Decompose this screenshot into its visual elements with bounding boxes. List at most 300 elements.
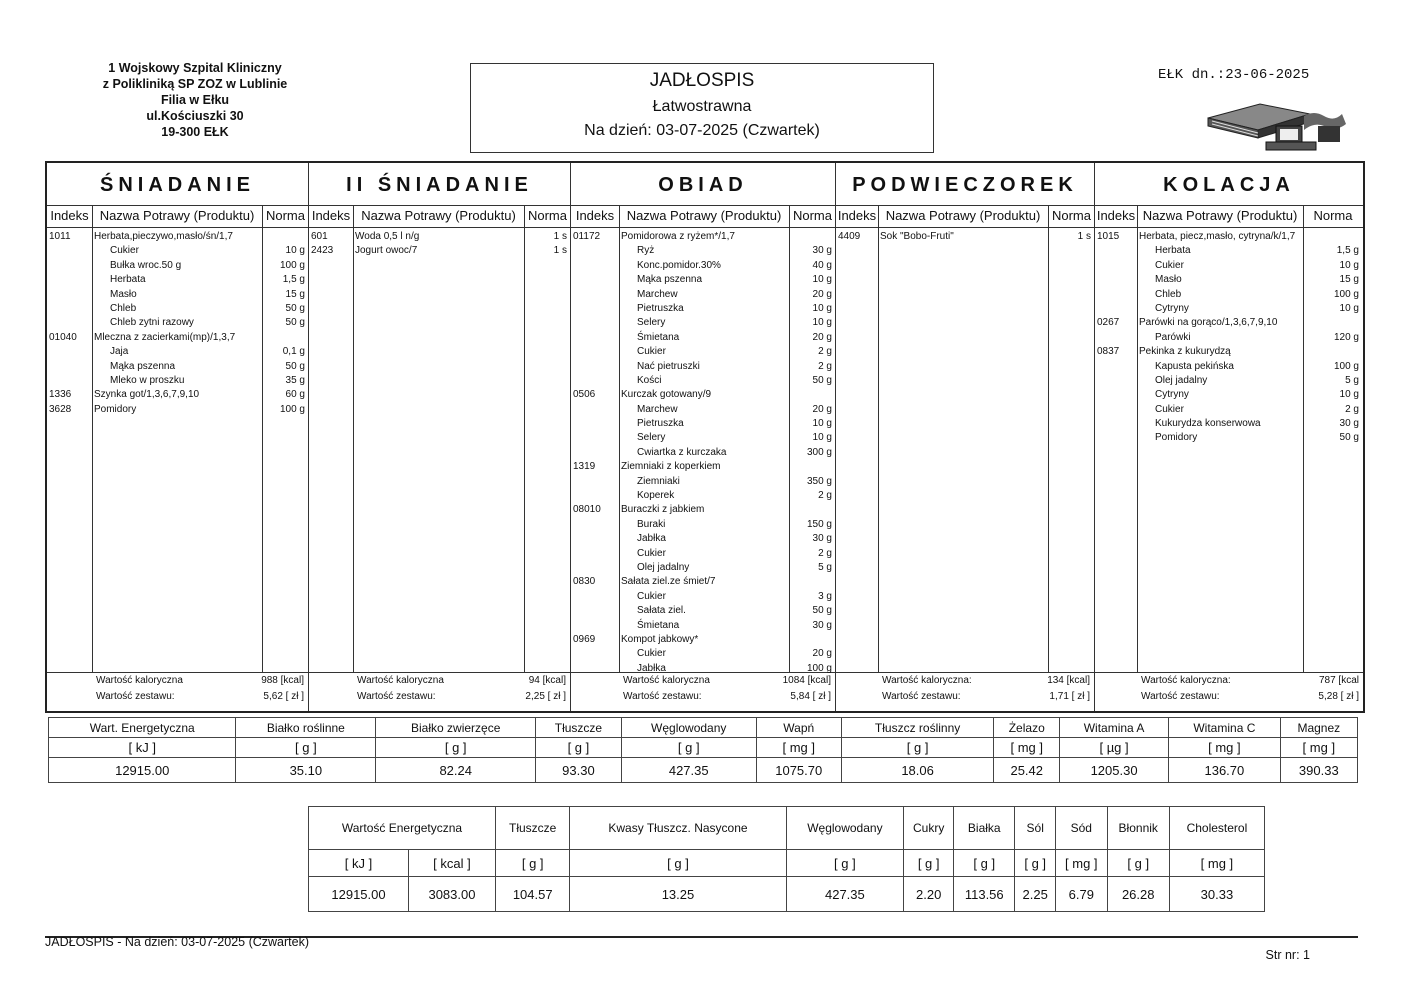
item-name: Sałata ziel.ze śmiet/7 bbox=[621, 576, 716, 588]
nutrient-unit: [ kJ ] bbox=[49, 738, 236, 758]
cost-value: 5,28 [ zł ] bbox=[1318, 691, 1359, 702]
item-index: 1015 bbox=[1097, 231, 1120, 242]
book-computer-logo-icon bbox=[1200, 96, 1350, 156]
column-header-index: Indeks bbox=[50, 208, 89, 223]
nutrient-unit: [ µg ] bbox=[1060, 738, 1169, 758]
cost-value: 2,25 [ zł ] bbox=[525, 691, 566, 702]
item-name: Pomidory bbox=[94, 403, 137, 415]
nutrient-value: 6.79 bbox=[1055, 877, 1107, 912]
item-norm: 100 g bbox=[1333, 360, 1359, 372]
meal-summary bbox=[309, 673, 570, 711]
item-norm: 50 g bbox=[1339, 432, 1359, 444]
cost-value-label: Wartość zestawu: bbox=[96, 691, 175, 702]
list-item bbox=[571, 431, 835, 445]
diet-name: Łatwostrawna bbox=[652, 98, 752, 115]
cost-value: 5,62 [ zł ] bbox=[263, 691, 304, 702]
nutrient-header: Żelazo bbox=[994, 718, 1060, 738]
item-name: Bułka wroc.50 g bbox=[110, 259, 182, 271]
item-name: Śmietana bbox=[637, 619, 680, 631]
nutrient-unit: [ g ] bbox=[786, 850, 904, 877]
nutrient-value: 104.57 bbox=[495, 877, 570, 912]
list-item bbox=[571, 417, 835, 431]
column-header-index: Indeks bbox=[575, 208, 615, 223]
cost-value-row bbox=[836, 689, 1094, 705]
list-item bbox=[571, 547, 835, 561]
list-item bbox=[571, 273, 835, 287]
nutrient-value: 390.33 bbox=[1280, 758, 1357, 783]
list-item bbox=[1095, 288, 1363, 302]
item-norm: 30 g bbox=[812, 619, 832, 631]
nutrient-unit: [ mg ] bbox=[756, 738, 841, 758]
meal-title: OBIAD bbox=[571, 163, 835, 206]
list-item bbox=[47, 331, 308, 345]
item-norm: 100 g bbox=[1333, 288, 1359, 300]
menu-date: Na dzień: 03-07-2025 (Czwartek) bbox=[584, 122, 820, 139]
list-item bbox=[571, 374, 835, 388]
list-item bbox=[571, 532, 835, 546]
item-norm: 2 g bbox=[1345, 403, 1359, 415]
meal-title: II ŚNIADANIE bbox=[309, 163, 570, 206]
item-index: 1011 bbox=[49, 231, 71, 242]
item-name: Kukurydza konserwowa bbox=[1155, 418, 1261, 430]
item-norm: 50 g bbox=[285, 302, 305, 314]
calorie-value: 94 [kcal] bbox=[528, 675, 566, 686]
list-item bbox=[47, 316, 308, 330]
item-name: Masło bbox=[110, 288, 137, 300]
nutrient-value: 427.35 bbox=[621, 758, 756, 783]
item-name: Mleko w proszku bbox=[110, 374, 185, 386]
nutrient-header: Węglowodany bbox=[786, 807, 904, 850]
item-name: Cukier bbox=[1155, 259, 1184, 271]
item-norm: 15 g bbox=[1339, 274, 1359, 286]
nutrient-unit: [ mg ] bbox=[994, 738, 1060, 758]
item-index: 0830 bbox=[573, 576, 596, 588]
item-norm: 50 g bbox=[812, 605, 832, 617]
item-name: Jogurt owoc/7 bbox=[355, 245, 418, 257]
list-item bbox=[1095, 316, 1363, 330]
nutrient-header: Cukry bbox=[904, 807, 954, 850]
nutrient-header: Witamina C bbox=[1169, 718, 1280, 738]
column-header-norm: Norma bbox=[527, 208, 567, 223]
nutrient-unit: [ g ] bbox=[570, 850, 786, 877]
item-name: Cukier bbox=[110, 245, 139, 257]
item-name: Ryż bbox=[637, 245, 655, 257]
nutrient-header: Białko roślinne bbox=[236, 718, 376, 738]
list-item bbox=[571, 446, 835, 460]
item-norm: 0,1 g bbox=[282, 346, 305, 358]
item-name: Kości bbox=[637, 374, 662, 386]
list-item bbox=[47, 244, 308, 258]
nutrient-unit: [ g ] bbox=[495, 850, 570, 877]
meal-title: PODWIECZOREK bbox=[836, 163, 1094, 206]
item-name: Mąka pszenna bbox=[110, 360, 176, 372]
item-name: Herbata, piecz,masło, cytryna/k/1,7 bbox=[1139, 231, 1296, 242]
item-name: Pietruszka bbox=[637, 418, 684, 430]
meal-summary bbox=[47, 673, 308, 711]
list-item bbox=[571, 460, 835, 474]
item-norm: 10 g bbox=[812, 418, 832, 430]
nutrient-value: 25.42 bbox=[994, 758, 1060, 783]
column-headers bbox=[571, 205, 835, 228]
cost-value: 1,71 [ zł ] bbox=[1049, 691, 1090, 702]
nutrient-header: Wart. Energetyczna bbox=[49, 718, 236, 738]
item-name: Konc.pomidor.30% bbox=[637, 259, 721, 271]
item-name: Sałata ziel. bbox=[637, 605, 686, 617]
column-header-name: Nazwa Potrawy (Produktu) bbox=[885, 208, 1041, 223]
list-item bbox=[571, 604, 835, 618]
item-norm: 1 s bbox=[553, 231, 567, 242]
item-name: Cytryny bbox=[1155, 389, 1189, 401]
nutrient-header: Tłuszcz roślinny bbox=[841, 718, 994, 738]
item-name: Szynka got/1,3,6,7,9,10 bbox=[94, 389, 200, 401]
nutrient-value: 93.30 bbox=[536, 758, 622, 783]
item-name: Cukier bbox=[637, 590, 666, 602]
nutrient-header: Sól bbox=[1015, 807, 1056, 850]
list-item bbox=[571, 316, 835, 330]
meal-items bbox=[47, 230, 308, 417]
item-norm: 10 g bbox=[812, 274, 832, 286]
calorie-value: 988 [kcal] bbox=[261, 675, 304, 686]
item-name: Cytryny bbox=[1155, 302, 1189, 314]
nutrient-value: 113.56 bbox=[954, 877, 1015, 912]
calorie-value-row bbox=[47, 673, 308, 689]
item-norm: 50 g bbox=[285, 317, 305, 329]
item-name: Mąka pszenna bbox=[637, 274, 703, 286]
nutrient-header: Białko zwierzęce bbox=[376, 718, 536, 738]
calorie-value: 134 [kcal] bbox=[1047, 675, 1090, 686]
nutrient-value: 3083.00 bbox=[409, 877, 496, 912]
list-item bbox=[1095, 345, 1363, 359]
footer-title: JADŁOSPIS - Na dzień: 03-07-2025 (Czwartek) bbox=[45, 935, 309, 949]
list-item bbox=[571, 575, 835, 589]
list-item bbox=[309, 244, 570, 258]
item-norm: 2 g bbox=[818, 360, 832, 372]
item-name: Ziemniaki z koperkiem bbox=[621, 461, 721, 473]
column-header-norm: Norma bbox=[1051, 208, 1091, 223]
list-item bbox=[571, 489, 835, 503]
item-name: Pomidorowa z ryżem*/1,7 bbox=[621, 231, 735, 242]
list-item bbox=[571, 633, 835, 647]
cost-value-row bbox=[47, 689, 308, 705]
list-item bbox=[571, 345, 835, 359]
column-header-name: Nazwa Potrawy (Produktu) bbox=[1142, 208, 1298, 223]
item-norm: 50 g bbox=[285, 360, 305, 372]
nutrient-header: Węglowodany bbox=[621, 718, 756, 738]
item-name: Cukier bbox=[637, 346, 666, 358]
nutrient-value: 1075.70 bbox=[756, 758, 841, 783]
item-norm: 10 g bbox=[1339, 302, 1359, 314]
calorie-value-row bbox=[309, 673, 570, 689]
item-name: Cukier bbox=[637, 648, 666, 660]
nutrient-unit: [ g ] bbox=[1015, 850, 1056, 877]
item-index: 0267 bbox=[1097, 317, 1120, 329]
item-name: Herbata bbox=[110, 274, 146, 286]
item-index: 3628 bbox=[49, 403, 72, 415]
item-name: Jabłka bbox=[637, 533, 666, 545]
calorie-value-row bbox=[836, 673, 1094, 689]
column-header-norm: Norma bbox=[1313, 208, 1353, 223]
cost-value: 5,84 [ zł ] bbox=[790, 691, 831, 702]
item-norm: 350 g bbox=[806, 475, 832, 487]
item-norm: 10 g bbox=[812, 432, 832, 444]
item-index: 0969 bbox=[573, 633, 596, 645]
list-item bbox=[47, 302, 308, 316]
cost-value-row bbox=[309, 689, 570, 705]
item-norm: 1,5 g bbox=[1336, 245, 1359, 257]
nutrient-value: 136.70 bbox=[1169, 758, 1280, 783]
calorie-value-label: Wartość kaloryczna bbox=[623, 675, 710, 686]
item-index: 01040 bbox=[49, 331, 77, 343]
nutrient-header: Sód bbox=[1055, 807, 1107, 850]
list-item bbox=[571, 619, 835, 633]
list-item bbox=[571, 403, 835, 417]
nutrient-unit: [ g ] bbox=[376, 738, 536, 758]
nutrient-header: Błonnik bbox=[1107, 807, 1169, 850]
list-item bbox=[1095, 331, 1363, 345]
item-name: Masło bbox=[1155, 274, 1182, 286]
list-item bbox=[1095, 259, 1363, 273]
item-norm: 2 g bbox=[818, 547, 832, 559]
item-norm: 100 g bbox=[806, 662, 832, 674]
hospital-line: z Polikliniką SP ZOZ w Lublinie bbox=[102, 77, 288, 91]
item-name: Kompot jabkowy* bbox=[621, 633, 699, 645]
list-item bbox=[571, 360, 835, 374]
column-divider bbox=[353, 205, 354, 673]
item-name: Selery bbox=[637, 432, 666, 444]
calorie-value: 1084 [kcal] bbox=[782, 675, 831, 686]
nutrient-value: 1205.30 bbox=[1060, 758, 1169, 783]
item-name: Cukier bbox=[1155, 403, 1184, 415]
item-name: Olej jadalny bbox=[1155, 374, 1208, 386]
list-item bbox=[571, 475, 835, 489]
meal-summary bbox=[571, 673, 835, 711]
item-name: Marchew bbox=[637, 288, 678, 300]
item-name: Pekinka z kukurydzą bbox=[1139, 346, 1231, 358]
meal-column bbox=[571, 163, 836, 711]
meal-column bbox=[1095, 163, 1363, 711]
column-header-norm: Norma bbox=[265, 208, 305, 223]
item-name: Jaja bbox=[110, 346, 129, 358]
list-item bbox=[571, 647, 835, 661]
nutrient-value: 18.06 bbox=[841, 758, 994, 783]
list-item bbox=[47, 273, 308, 287]
meal-summary bbox=[1095, 673, 1363, 711]
calorie-value-row bbox=[571, 673, 835, 689]
list-item bbox=[1095, 388, 1363, 402]
hospital-line: 19-300 EŁK bbox=[161, 125, 229, 139]
item-norm: 3 g bbox=[818, 590, 832, 602]
calorie-value-row bbox=[1095, 673, 1363, 689]
item-norm: 120 g bbox=[1333, 331, 1359, 343]
item-norm: 10 g bbox=[285, 245, 305, 257]
column-divider bbox=[1048, 205, 1049, 673]
list-item bbox=[1095, 374, 1363, 388]
item-name: Jabłka bbox=[637, 662, 666, 674]
item-index: 601 bbox=[311, 231, 328, 242]
item-norm: 30 g bbox=[812, 533, 832, 545]
calorie-value-label: Wartość kaloryczna: bbox=[882, 675, 972, 686]
meal-column bbox=[836, 163, 1095, 711]
item-norm: 150 g bbox=[806, 518, 832, 530]
column-headers bbox=[309, 205, 570, 228]
cost-value-row bbox=[571, 689, 835, 705]
calorie-value: 787 [kcal bbox=[1318, 675, 1359, 686]
list-item bbox=[47, 230, 308, 244]
item-norm: 2 g bbox=[818, 346, 832, 358]
meal-items bbox=[571, 230, 835, 676]
meal-items bbox=[1095, 230, 1363, 446]
item-name: Pietruszka bbox=[637, 302, 684, 314]
nutrient-unit: [ g ] bbox=[841, 738, 994, 758]
nutrient-unit: [ g ] bbox=[954, 850, 1015, 877]
item-index: 01172 bbox=[573, 231, 601, 242]
page-number: Str nr: 1 bbox=[1265, 948, 1310, 962]
list-item bbox=[571, 518, 835, 532]
column-divider bbox=[878, 205, 879, 673]
nutrient-unit: [ mg ] bbox=[1169, 738, 1280, 758]
item-name: Kapusta pekińska bbox=[1155, 360, 1234, 372]
list-item bbox=[571, 388, 835, 402]
item-name: Koperek bbox=[637, 490, 675, 502]
hospital-line: Filia w Ełku bbox=[160, 93, 230, 107]
nutrient-unit: [ g ] bbox=[536, 738, 622, 758]
item-norm: 50 g bbox=[812, 374, 832, 386]
item-index: 1319 bbox=[573, 461, 596, 473]
nutrient-value: 26.28 bbox=[1107, 877, 1169, 912]
calorie-value-label: Wartość kaloryczna bbox=[357, 675, 444, 686]
list-item bbox=[571, 590, 835, 604]
nutrient-value: 2.25 bbox=[1015, 877, 1056, 912]
nutrient-unit: [ g ] bbox=[1107, 850, 1169, 877]
nutrient-unit: [ g ] bbox=[236, 738, 376, 758]
column-header-name: Nazwa Potrawy (Produktu) bbox=[99, 208, 255, 223]
item-name: Woda 0,5 l n/g bbox=[355, 231, 420, 242]
item-norm: 15 g bbox=[285, 288, 305, 300]
item-index: 1336 bbox=[49, 389, 72, 401]
calorie-value-label: Wartość kaloryczna bbox=[96, 675, 183, 686]
nutrient-unit: [ kJ ] bbox=[309, 850, 409, 877]
list-item bbox=[571, 503, 835, 517]
cost-value-label: Wartość zestawu: bbox=[882, 691, 961, 702]
nutrient-header: Białka bbox=[954, 807, 1015, 850]
column-header-index: Indeks bbox=[1096, 208, 1136, 223]
list-item bbox=[309, 230, 570, 244]
item-name: Cukier bbox=[637, 547, 666, 559]
item-norm: 20 g bbox=[812, 331, 832, 343]
nutrient-header: Tłuszcze bbox=[495, 807, 570, 850]
column-headers bbox=[836, 205, 1094, 228]
item-name: Olej jadalny bbox=[637, 561, 690, 573]
nutrient-value: 82.24 bbox=[376, 758, 536, 783]
item-norm: 10 g bbox=[812, 317, 832, 329]
hospital-address bbox=[60, 60, 330, 140]
item-norm: 20 g bbox=[812, 288, 832, 300]
item-norm: 1,5 g bbox=[282, 274, 305, 286]
meal-title: ŚNIADANIE bbox=[47, 163, 308, 206]
item-name: Śmietana bbox=[637, 331, 680, 343]
item-norm: 10 g bbox=[1339, 389, 1359, 401]
item-name: Buraczki z jabkiem bbox=[621, 504, 705, 516]
item-norm: 1 s bbox=[1077, 231, 1091, 242]
list-item bbox=[47, 288, 308, 302]
item-norm: 100 g bbox=[279, 259, 305, 271]
list-item bbox=[571, 288, 835, 302]
title-box bbox=[470, 63, 934, 153]
item-norm: 1 s bbox=[553, 245, 567, 257]
column-header-name: Nazwa Potrawy (Produktu) bbox=[626, 208, 782, 223]
item-name: Pomidory bbox=[1155, 432, 1198, 444]
item-name: Ziemniaki bbox=[637, 475, 680, 487]
meal-column bbox=[309, 163, 571, 711]
nutrient-header: Magnez bbox=[1280, 718, 1357, 738]
nutrient-value: 30.33 bbox=[1169, 877, 1264, 912]
item-name: Sok "Bobo-Fruti" bbox=[880, 231, 954, 242]
nutrient-value: 12915.00 bbox=[309, 877, 409, 912]
item-norm: 60 g bbox=[285, 389, 305, 401]
item-norm: 30 g bbox=[1339, 418, 1359, 430]
list-item bbox=[47, 403, 308, 417]
item-name: Selery bbox=[637, 317, 666, 329]
nutrient-value: 427.35 bbox=[786, 877, 904, 912]
meal-title: KOLACJA bbox=[1095, 163, 1363, 206]
item-norm: 5 g bbox=[1345, 374, 1359, 386]
column-header-index: Indeks bbox=[837, 208, 877, 223]
page-footer bbox=[45, 935, 1358, 962]
cost-value-label: Wartość zestawu: bbox=[623, 691, 702, 702]
hospital-line: ul.Kościuszki 30 bbox=[146, 109, 244, 123]
item-name: Herbata,pieczywo,masło/śn/1,7 bbox=[94, 231, 233, 242]
meal-column bbox=[47, 163, 309, 711]
list-item bbox=[836, 230, 1094, 244]
item-name: Marchew bbox=[637, 403, 678, 415]
item-norm: 2 g bbox=[818, 490, 832, 502]
list-item bbox=[47, 259, 308, 273]
item-norm: 40 g bbox=[812, 259, 832, 271]
cost-value-label: Wartość zestawu: bbox=[1141, 691, 1220, 702]
list-item bbox=[47, 345, 308, 359]
item-norm: 5 g bbox=[818, 561, 832, 573]
list-item bbox=[1095, 273, 1363, 287]
print-date: EŁK dn.:23-06-2025 bbox=[1158, 67, 1310, 83]
item-index: 08010 bbox=[573, 504, 601, 516]
list-item bbox=[1095, 431, 1363, 445]
item-norm: 100 g bbox=[279, 403, 305, 415]
item-norm: 300 g bbox=[806, 446, 832, 458]
item-norm: 35 g bbox=[285, 374, 305, 386]
meals-table bbox=[45, 161, 1365, 713]
hospital-line: 1 Wojskowy Szpital Kliniczny bbox=[108, 61, 282, 75]
nutrient-unit: [ mg ] bbox=[1055, 850, 1107, 877]
item-name: Chleb bbox=[1155, 288, 1182, 300]
nutrition-summary-table bbox=[308, 806, 1265, 912]
cost-value-row bbox=[1095, 689, 1363, 705]
list-item bbox=[571, 331, 835, 345]
item-name: Chleb zytni razowy bbox=[110, 317, 194, 329]
meal-items bbox=[836, 230, 1094, 244]
nutrient-header: Wapń bbox=[756, 718, 841, 738]
column-header-norm: Norma bbox=[792, 208, 832, 223]
nutrient-unit: [ g ] bbox=[621, 738, 756, 758]
list-item bbox=[1095, 360, 1363, 374]
nutrient-header: Cholesterol bbox=[1169, 807, 1264, 850]
nutrient-unit: [ mg ] bbox=[1169, 850, 1264, 877]
item-norm: 10 g bbox=[1339, 259, 1359, 271]
page-title: JADŁOSPIS bbox=[649, 70, 755, 91]
list-item bbox=[47, 374, 308, 388]
item-norm: 20 g bbox=[812, 403, 832, 415]
daily-nutrients-table bbox=[48, 717, 1358, 783]
list-item bbox=[571, 302, 835, 316]
